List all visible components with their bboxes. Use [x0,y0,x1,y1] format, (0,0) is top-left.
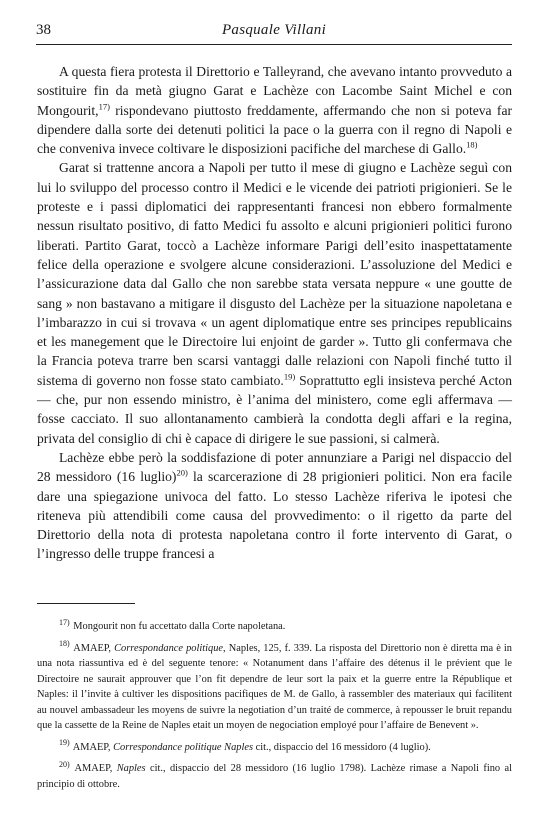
footnote-reference: 19) [283,371,296,382]
footnote [37,740,512,756]
text-run: la scarcerazione di 28 prigionieri politici. Non era facile dare una spiegazione univoca del fatto. Lo stesso Lachèze riferiva le ipotesi che riteneva più attendibili come causa del provvedimento: o il rigetto da parte del Direttorio della nota di protesta napoletana contro il forte intervento di Garat, o l’ingresso delle truppe francesi a [37,469,512,562]
text-run: , Naples, 125, f. 339. La risposta del Direttorio non è diretta ma è in una nota riassuntiva ed è del seguente tenore: « Notanument dans l’affaire des détenus il le prévient que le Directoire ne saurait approuver que l’on fit dependre de leur sort la paix et la guerre entre la République et Naples: il l’invite à cultiver les dispositions pacifiques de M. de Gallo, à rassembler des materiaux qui facilitent au nouvel ambassadeur les moyens de suivre la negotiation d’un traité de commerce, à repousser le bruit repandu que la cassette de la Reine de Naples etait un moyen de negociation employé pour l’affaire de Benevent ». [37,642,512,731]
footnote-number: 19) [59,738,70,748]
italic-title: Correspondance politique [114,642,224,654]
text-run: Lachèze ebbe però la soddisfazione di poter annunziare a Parigi nel dispaccio del 28 messidoro (16 luglio) [37,449,512,485]
text-run: A questa fiera protesta il Direttorio e Talleyrand, che avevano intanto provveduto a sostituire fin da metà giugno Garat e Lachèze con Lacombe Saint Michel e con Mongourit, [37,64,512,118]
text-run: rispondevano piuttosto freddamente, affermando che non si poteva far dipendere dalla sorte dei detenuti politici la pace o la guerra con il regno di Napoli e che conveniva invece coltivare le disposizioni pacifiche del marchese di Gallo. [37,102,512,157]
footnote-reference: 20) [176,467,188,478]
footnote-number: 17) [59,617,70,627]
text-run: AMAEP, [72,741,114,753]
footnote-number: 18) [59,639,70,649]
body-text [37,62,512,564]
paragraph [37,448,512,564]
text-run: cit., dispaccio del 16 messidoro (4 luglio). [253,741,431,753]
footnote-reference: 17) [98,101,110,112]
italic-title: Naples [116,763,146,774]
footnote [37,619,512,635]
page-header [36,20,512,45]
footnote [37,641,512,734]
footnotes [37,619,512,798]
text-run: Soprattutto egli insisteva perché Acton — che, pur non essendo ministro, è l’anima del ministero, come egli affermava — fosse cacciato. Il suo allontanamento cambierà la condotta degli affari e la regina, privata del consiglio di chi è capace di dirigere le sue passioni, si calmerà. [37,372,512,446]
text-run: AMAEP, [73,642,115,654]
paragraph [37,158,512,447]
page-number: 38 [36,22,51,38]
footnote-reference: 18) [466,139,478,150]
italic-title: Correspondance politique Naples [113,741,254,753]
text-run: AMAEP, [74,763,117,774]
text-run: Garat si trattenne ancora a Napoli per tutto il mese di giugno e Lachèze seguì con lui lo sviluppo del processo contro il Medici e le vicende dei patrioti prigionieri. Se le proteste e i passi diplomatici dei rappresentanti francesi non ebbero formalmente nessun risultato positivo, di fatto Medici fu assolto e alcuni prigionieri politici furono liberati. Partito Garat, toccò a Lachèze informare Parigi dell’esito inaspettatamente felice della operazione e svolgere alcune considerazioni. L’assoluzione del Medici e l’assicurazione data dal Gallo che non sarebbe stata versata neppure « une goutte de sang » non bastavano a mitigare il disgusto del Lachèze per la situazione napoletana e l’imbarazzo in cui si trovava « un agent diplomatique entre ses principes republicains et les manegement que le Directoire lui enjoint de garder ». Tutto gli confermava che la Francia poteva trarre ben scarsi vantaggi dalle relazioni con Napoli finché tutto il sistema di governo non fosse stato cambiato. [37,160,512,388]
footnote [37,761,512,792]
text-run: cit., dispaccio del 28 messidoro (16 luglio 1798). Lachèze rimase a Napoli fino al principio di ottobre. [37,763,513,790]
footnote-divider [37,603,135,604]
footnote-number: 20) [59,759,70,769]
running-head: Pasquale Villani [221,22,327,38]
text-run: Mongourit non fu accettato dalla Corte napoletana. [73,621,286,632]
paragraph [37,62,512,158]
